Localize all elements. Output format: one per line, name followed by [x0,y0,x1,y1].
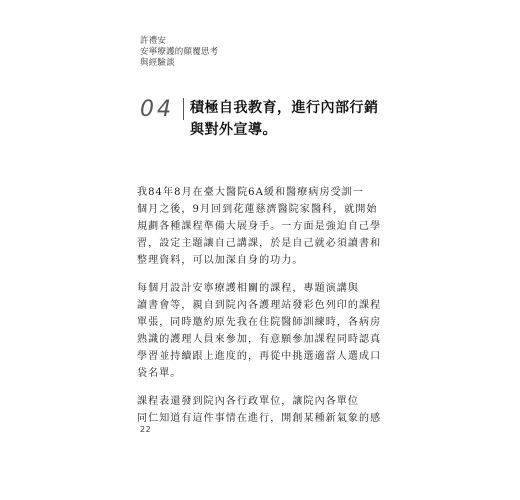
running-head-title-line2: 與經驗談 [140,58,175,68]
text-line: 袋名單。 [137,368,182,379]
paragraph-2 [137,280,385,382]
text-line: 讀書會等，親自到院內各護理站發彩色列印的課程 [137,300,382,311]
chapter-title [190,97,400,141]
chapter-number: 04 [140,97,174,122]
paragraph-3 [137,393,385,427]
running-head-title-line1: 安寧療護的顛覆思考 [140,47,219,57]
text-line: 課程表還發到院內各行政單位，讓院內各單位 [137,396,359,407]
text-line: 同仁知道有這件事情在進行，開創某種新氣象的感 [137,413,382,424]
text-line: 我84年8月在臺大醫院6A緩和醫療病房受訓一 [137,187,364,198]
chapter-title-line1: 積極自我教育，進行內部行銷 [190,100,379,116]
page-number: 22 [140,425,152,434]
text-line: 學習並持續跟上進度的，再從中挑選適當人選成口 [137,351,382,362]
chapter-title-line2: 與對外宣導。 [190,122,277,138]
running-head [140,36,218,69]
text-line: 規劃各種課程準備大展身手。一方面是強迫自己學 [137,221,382,232]
running-head-author: 許禮安 [140,36,167,46]
text-line: 每個月設計安寧療護相關的課程，專題演講與 [137,283,359,294]
chapter-divider [183,98,184,120]
text-line: 個月之後，9月回到花蓮慈濟醫院家醫科，就開始 [137,204,378,215]
body-text [137,184,385,438]
chapter-heading [140,94,400,146]
paragraph-1 [137,184,385,269]
text-line: 習，設定主題讓自己講課，於是自己就必須讀書和 [137,238,382,249]
text-line: 單張，同時邀約原先我在住院醫師訓練時，各病房 [137,317,382,328]
text-line: 整理資料，可以加深自身的功力。 [137,255,304,266]
text-line: 熟識的護理人員來參加，有意願參加課程同時認真 [137,334,382,345]
